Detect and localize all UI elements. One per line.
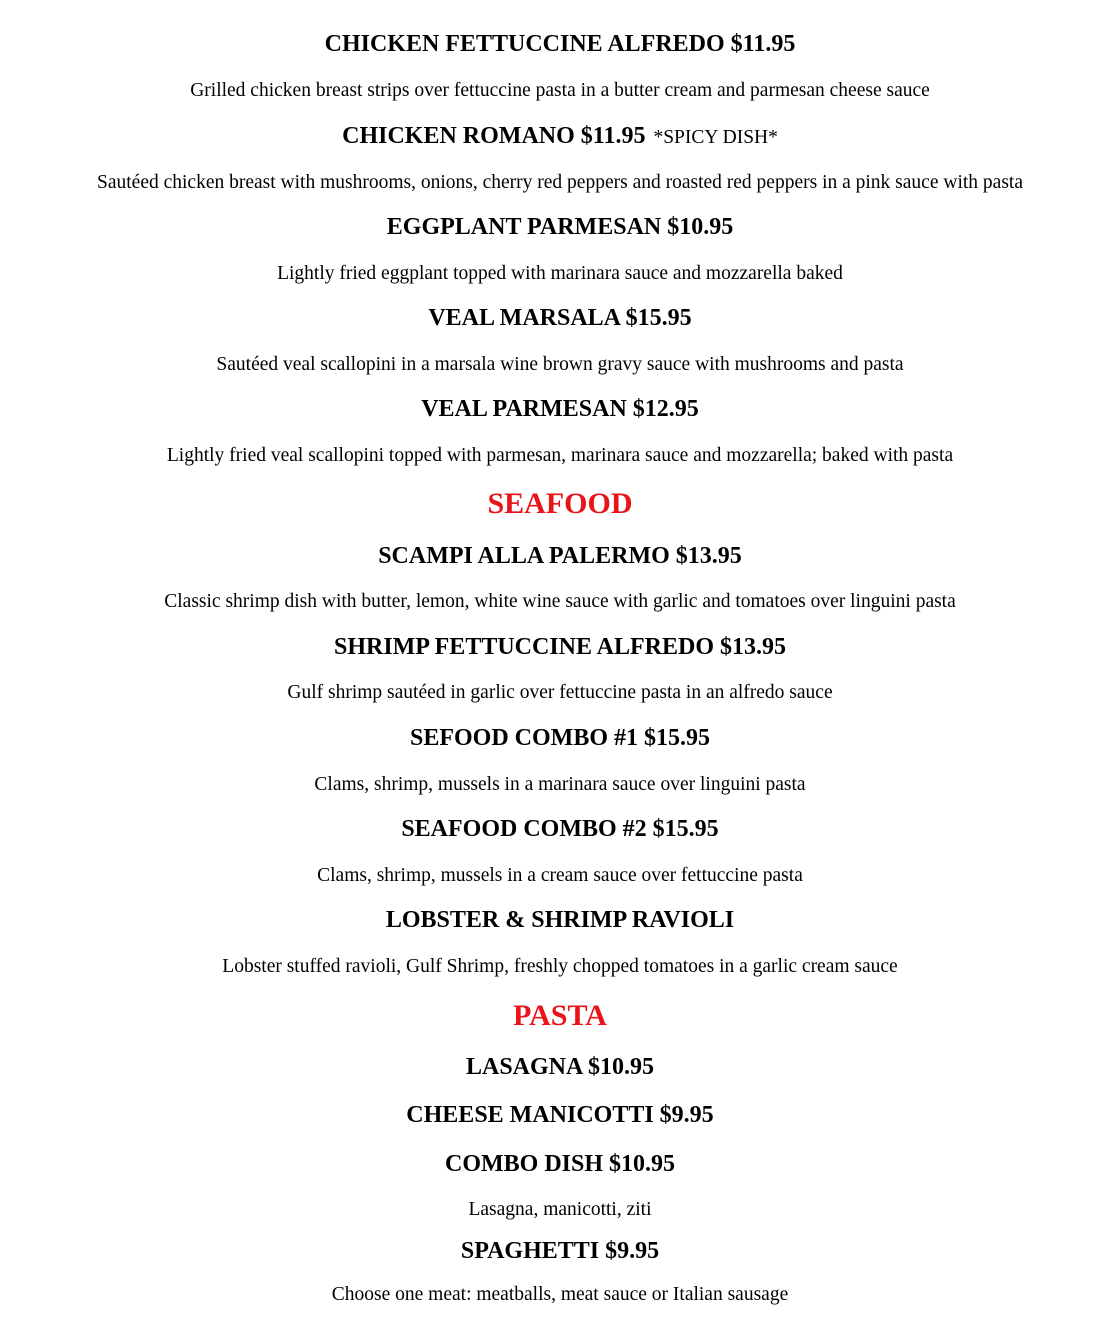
item-title-veal-parmesan: VEAL PARMESAN $12.95 [421, 396, 699, 422]
item-desc-seafood-combo-2: Clams, shrimp, mussels in a cream sauce over fettuccine pasta [317, 865, 803, 886]
item-title-veal-marsala: VEAL MARSALA $15.95 [428, 305, 692, 331]
item-title-seafood-combo-2: SEAFOOD COMBO #2 $15.95 [401, 816, 719, 842]
item-desc-eggplant-parmesan: Lightly fried eggplant topped with marinara sauce and mozzarella baked [277, 263, 843, 284]
item-desc-spaghetti: Choose one meat: meatballs, meat sauce or Italian sausage [331, 1284, 789, 1305]
item-title-lobster-shrimp-ravioli: LOBSTER & SHRIMP RAVIOLI [385, 907, 735, 933]
item-title-seafood-combo-1: SEFOOD COMBO #1 $15.95 [409, 725, 710, 751]
item-title-eggplant-parmesan: EGGPLANT PARMESAN $10.95 [386, 214, 734, 240]
item-desc-seafood-combo-1: Clams, shrimp, mussels in a marinara sauce over linguini pasta [314, 774, 806, 795]
item-desc-shrimp-fettuccine-alfredo: Gulf shrimp sautéed in garlic over fettuccine pasta in an alfredo sauce [287, 682, 833, 703]
item-desc-veal-parmesan: Lightly fried veal scallopini topped with parmesan, marinara sauce and mozzarella; baked with pasta [166, 445, 954, 466]
item-desc-combo-dish: Lasagna, manicotti, ziti [468, 1199, 652, 1220]
spicy-note: *SPICY DISH* [653, 127, 778, 148]
section-heading-seafood: SEAFOOD [487, 487, 633, 520]
item-title-spaghetti: SPAGHETTI $9.95 [460, 1238, 660, 1264]
item-title-lasagna: LASAGNA $10.95 [465, 1054, 655, 1080]
item-title-chicken-romano [0, 124, 1120, 148]
item-desc-lobster-shrimp-ravioli: Lobster stuffed ravioli, Gulf Shrimp, freshly chopped tomatoes in a garlic cream sauce [222, 956, 898, 977]
item-desc-veal-marsala: Sautéed veal scallopini in a marsala wine brown gravy sauce with mushrooms and pasta [216, 354, 904, 375]
item-desc-chicken-romano: Sautéed chicken breast with mushrooms, onions, cherry red peppers and roasted red peppers in a pink sauce with pasta [97, 172, 1023, 193]
item-title-shrimp-fettuccine-alfredo: SHRIMP FETTUCCINE ALFREDO $13.95 [333, 634, 787, 660]
item-desc-scampi-alla-palermo: Classic shrimp dish with butter, lemon, white wine sauce with garlic and tomatoes over linguini pasta [164, 591, 956, 612]
item-title-scampi-alla-palermo: SCAMPI ALLA PALERMO $13.95 [378, 543, 742, 569]
item-title-cheese-manicotti: CHEESE MANICOTTI $9.95 [406, 1102, 714, 1128]
item-title-combo-dish: COMBO DISH $10.95 [444, 1151, 675, 1177]
item-title-text: CHICKEN ROMANO $11.95 [342, 123, 646, 149]
section-heading-pasta: PASTA [513, 999, 607, 1032]
item-desc-chicken-fettuccine-alfredo: Grilled chicken breast strips over fettuccine pasta in a butter cream and parmesan cheese sauce [190, 80, 930, 101]
item-title-chicken-fettuccine-alfredo: CHICKEN FETTUCCINE ALFREDO $11.95 [324, 31, 796, 57]
